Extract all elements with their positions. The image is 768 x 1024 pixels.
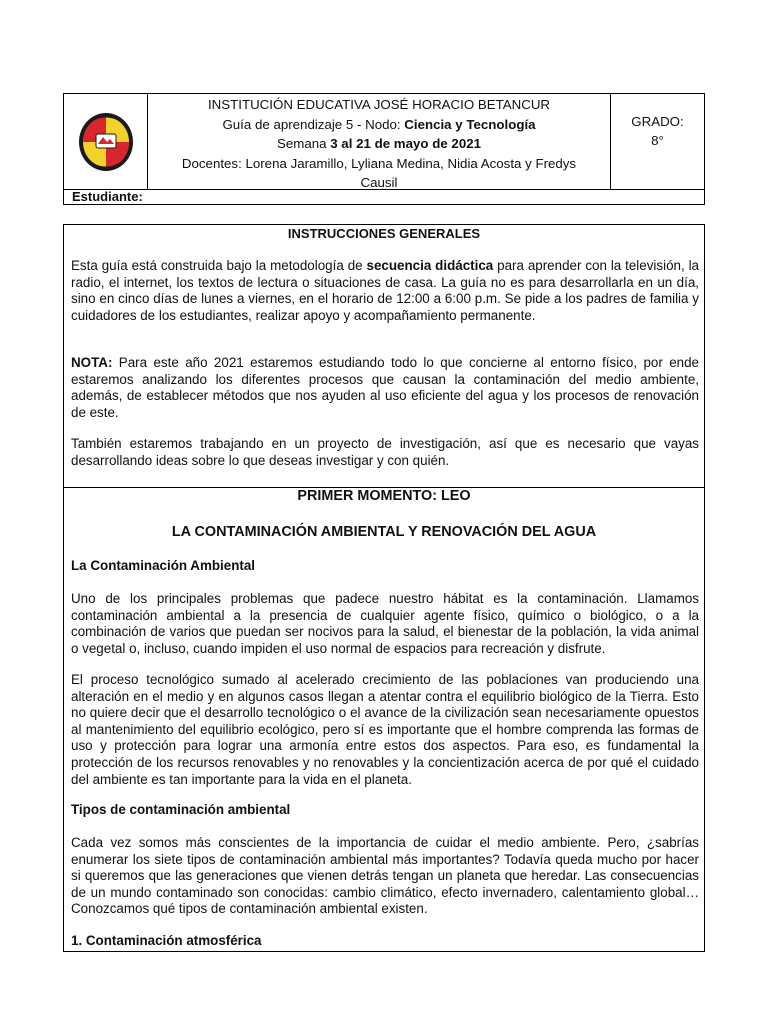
header-info — [148, 94, 611, 189]
student-field[interactable] — [64, 189, 704, 205]
section-title-tipos: Tipos de contaminación ambiental — [71, 802, 291, 817]
logo-cell — [64, 94, 148, 189]
week-prefix: Semana — [276, 136, 331, 151]
student-label: Estudiante: — [72, 189, 143, 204]
instructions-title: INSTRUCCIONES GENERALES — [287, 226, 481, 241]
note-label: NOTA: — [71, 355, 113, 370]
section1-paragraph-2: El proceso tecnológico sumado al acelerado crecimiento de las poblaciones van produciendo una alteración en el medio y en algunos casos llegan a atentar contra el equilibrio biológico de la Tierra. Esto no quiere decir que el desarrollo tecnológico o el avance de la civilización sean necesariamente opuestos al mantenimiento del equilibrio ecológico, pero sí es importante que el hombre comprenda las formas de uso y protección para lograr una armonía entre estos dos aspectos. Para eso, es fundamental la protección de los recursos renovables y no renovables y la concientización acerca de por qué el cuidado del ambiente es tan importante para la vida en el planeta. — [71, 672, 699, 787]
grade-cell — [611, 94, 704, 189]
moment-subtitle: LA CONTAMINACIÓN AMBIENTAL Y RENOVACIÓN DEL AGUA — [171, 524, 597, 540]
grade-value: 8° — [651, 133, 664, 148]
header-table — [63, 93, 705, 205]
guide-line — [148, 115, 610, 135]
instructions-paragraph-3: También estaremos trabajando en un proyecto de investigación, así que es necesario que vayas desarrollando ideas sobre lo que deseas investigar y con quién. — [71, 436, 699, 468]
p1-bold: secuencia didáctica — [366, 258, 494, 273]
p1-text-b: para aprender con la televisión, la radio, el internet, los textos de lectura o situaciones de casa. La guía no es para desarrollarla en un día, sino en cinco días de lunes a viernes, en el horario de 12:00 a 6:00 p.m. Se pide a los padres de familia y cuidadores de los estudiantes, realizar apoyo y acompañamiento permanente. — [71, 258, 700, 323]
note-text: Para este año 2021 estaremos estudiando todo lo que concierne al entorno físico, por ende estaremos analizando los diferentes procesos que causan la contaminación del medio ambiente, además, de establecer métodos que nos ayuden al uso eficiente del agua y los procesos de renovación de este. — [71, 355, 699, 420]
moment-title: PRIMER MOMENTO: LEO — [297, 488, 471, 504]
week-dates: 3 al 21 de mayo de 2021 — [330, 136, 482, 151]
section-title-contaminacion: La Contaminación Ambiental — [71, 558, 256, 573]
school-logo — [77, 111, 135, 173]
first-moment-box — [63, 487, 705, 952]
instructions-note — [71, 355, 699, 421]
section1-paragraph-1: Uno de los principales problemas que padece nuestro hábitat es la contaminación. Llamamos contaminación ambiental a la presencia de cualquier agente físico, químico o biológico, o a la combinación de varios que puedan ser nocivos para la salud, el bienestar de la población, la vida animal o vegetal o, incluso, cuando impiden el uso normal de espacios para recreación y disfrute. — [71, 591, 699, 656]
guide-prefix: Guía de aprendizaje 5 - Nodo: — [222, 116, 405, 132]
section2-paragraph-1: Cada vez somos más conscientes de la importancia de cuidar el medio ambiente. Pero, ¿sabrías enumerar los siete tipos de contaminación ambiental más importantes? Todavía queda mucho por hacer si queremos que las generaciones que vienen detrás tengan un planeta que heredar. Las consecuencias de un mundo contaminado son conocidas: cambio climático, efecto invernadero, calentamiento global… Conozcamos qué tipos de contaminación ambiental existen. — [71, 835, 699, 917]
week-line — [148, 134, 610, 154]
p1-text-a: Esta guía está construida bajo la metodología de — [71, 258, 367, 273]
section-title-atmosferica: 1. Contaminación atmosférica — [71, 933, 262, 948]
teachers-line: Docentes: Lorena Jaramillo, Lyliana Medina, Nidia Acosta y Fredys Causil — [181, 155, 577, 190]
grade-label: GRADO: — [631, 114, 684, 129]
instructions-box — [63, 224, 705, 488]
institution-name: INSTITUCIÓN EDUCATIVA JOSÉ HORACIO BETANCUR — [207, 97, 551, 112]
guide-node: Ciencia y Tecnología — [404, 116, 536, 132]
instructions-paragraph-1 — [71, 258, 699, 324]
